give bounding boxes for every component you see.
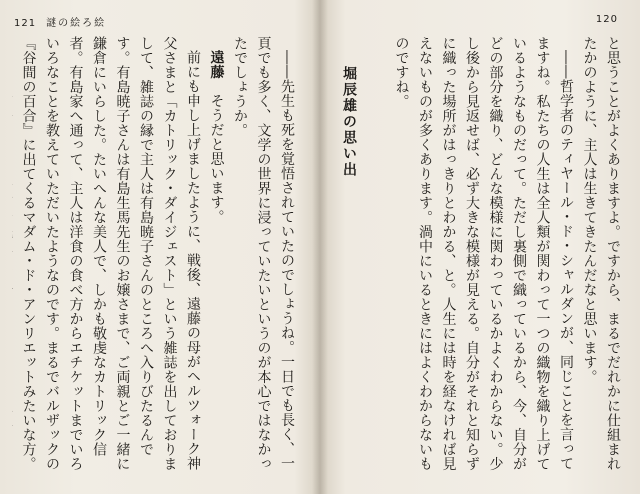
paragraph-text: そうだと思います。	[208, 93, 225, 224]
paragraph	[577, 36, 624, 476]
right-page-number: 120	[595, 14, 618, 25]
paragraph	[12, 36, 204, 476]
paragraph	[228, 36, 299, 476]
section-heading: 堀辰雄の思い出	[341, 66, 357, 178]
left-page-number: 121	[14, 18, 37, 29]
paragraph-text: と思うことがよくありますよ。ですから、まるでだれかに仕組まれたかのように、主人は生きてきたんだなと思います。	[581, 36, 621, 471]
left-folio	[14, 14, 106, 29]
paragraph-text: ――先生も死を覚悟されていたのでしょうね。一日でも長く、一頁でも多く、文学の世界に浸っていたいというのが本心ではなかったでしょうか。	[232, 36, 295, 471]
right-page-body	[332, 36, 624, 476]
section-spacer	[366, 36, 389, 476]
running-head: 謎の絵ろ絵	[46, 18, 107, 29]
paragraph	[389, 36, 577, 476]
speaker-label: 遠藤	[208, 50, 225, 79]
paragraph-text: 前にも申し上げましたように、戦後、遠藤の母がヘルツォーク神父さまと「カトリック・ダイジェスト」という雑誌を出しておりまして、雑誌の縁で主人は有島暁子さんのところへ入りびたるんです。有島暁子さんは有島生馬先生のお嬢さまで、ご両親とご一緒に鎌倉にいらした。たいへんな美人で、しかも敬虔なカトリック信者。有島家へ通って、主人は洋食の食べ方からエチケットまでいろいろなことを教えていただいたようなのです。まるでバルザックの『谷間の百合』に出てくるマダム・ド・アンリエットみたいな方。	[20, 36, 201, 471]
left-page-body	[12, 36, 298, 476]
paragraph-text: ――哲学者のティヤール・ド・シャルダンが、同じことを言ってますね。私たちの人生は全人類が関わって一つの織物を織り上げているようなものだって。ただし裏側で織っているから、今、自分がどの部分を織り、どんな模様に関わっているかよくわからない。少し後から見返せば、必ず大きな模様が見える。自分がそれと知らずに織った場所がはっきりとわかる、と。人生には時を経なければ見えないものが多くあります。渦中にいるときにはよくわからないものですね。	[393, 36, 574, 471]
book-gutter	[312, 0, 328, 494]
paragraph	[204, 36, 228, 476]
